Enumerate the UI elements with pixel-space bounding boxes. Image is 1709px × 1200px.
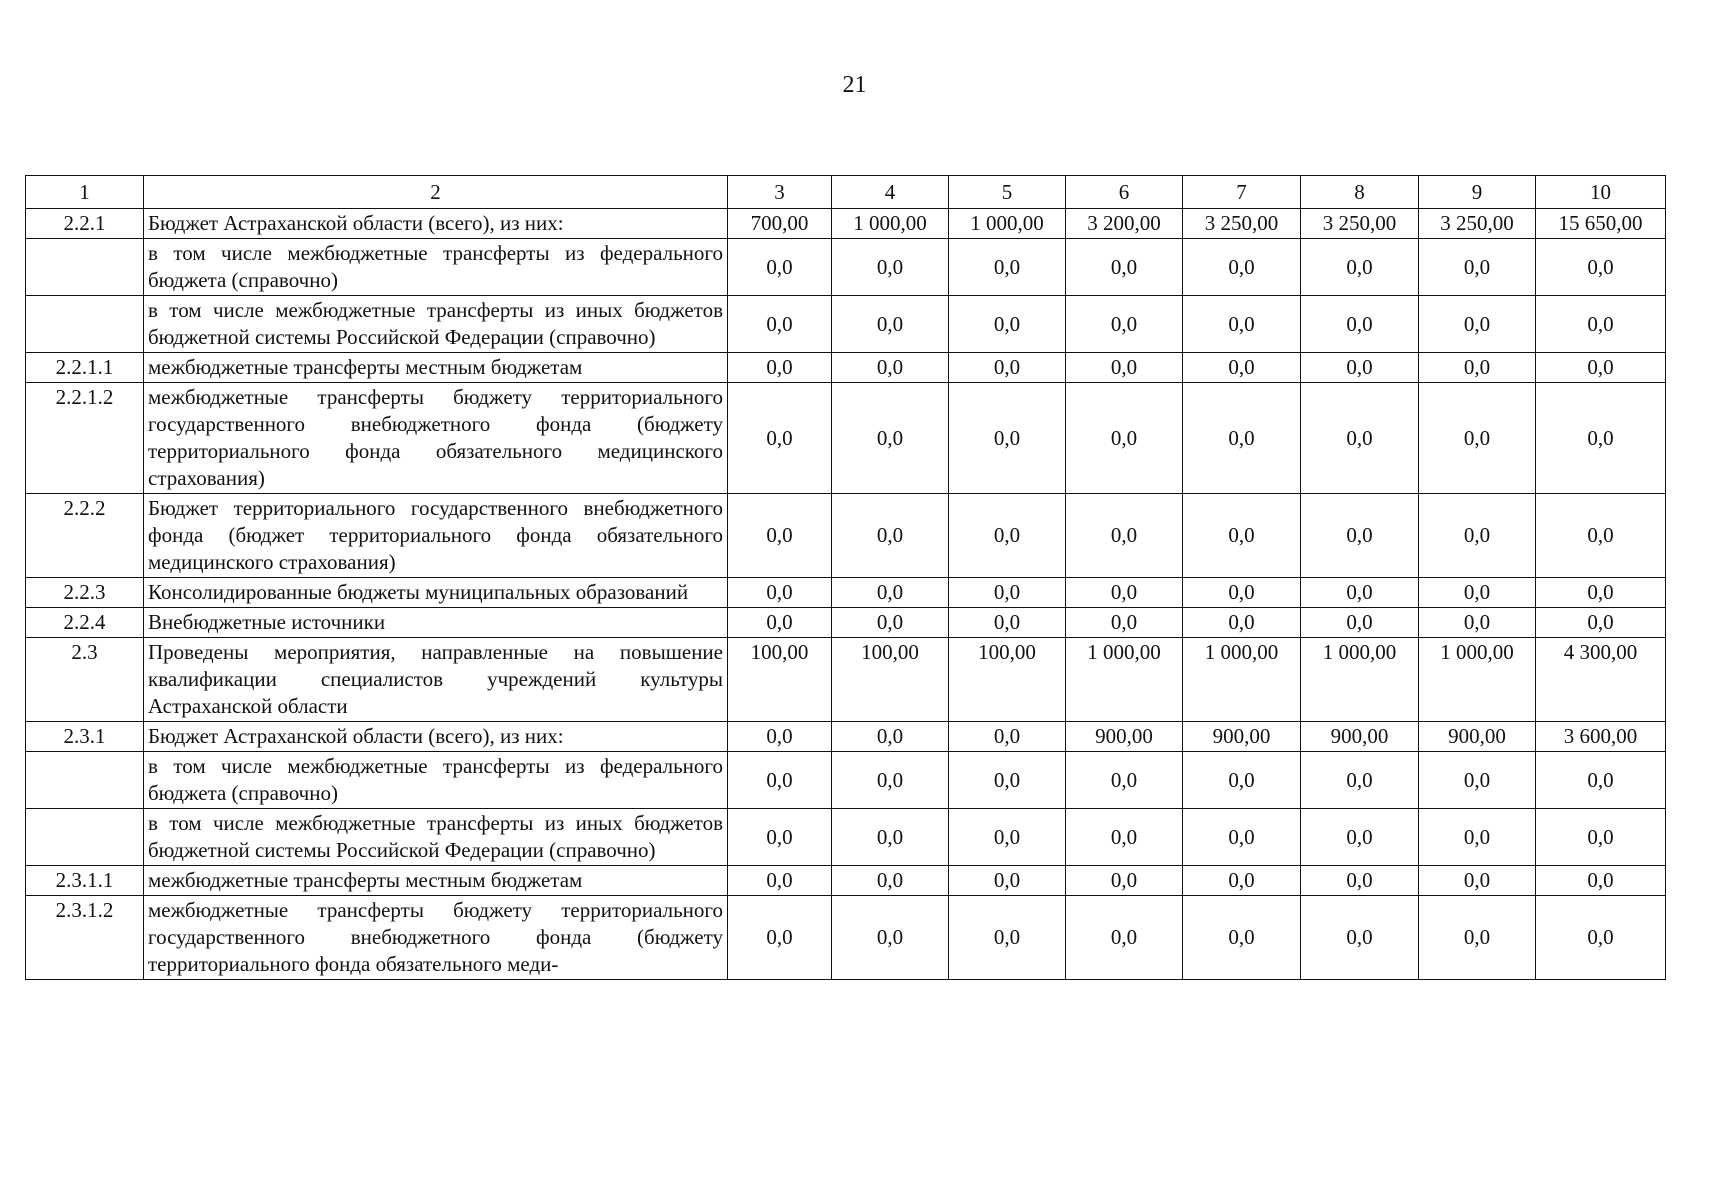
value-cell: 0,0 [1536,578,1666,608]
value-cell: 0,0 [949,578,1066,608]
value-cell: 0,0 [728,383,832,494]
row-code: 2.2.4 [26,608,144,638]
value-cell: 0,0 [1066,494,1183,578]
row-description: Бюджет Астраханской области (всего), из них: [144,209,728,239]
table-row [26,866,1666,896]
value-cell: 0,0 [1066,578,1183,608]
value-cell: 0,0 [1536,239,1666,296]
value-cell: 1 000,00 [1183,638,1301,722]
value-cell: 0,0 [1066,896,1183,980]
value-cell: 0,0 [1066,866,1183,896]
table-row [26,239,1666,296]
value-cell: 0,0 [1536,494,1666,578]
column-header: 6 [1066,176,1183,209]
value-cell: 0,0 [949,752,1066,809]
value-cell: 0,0 [1419,578,1536,608]
column-header: 5 [949,176,1066,209]
row-description: межбюджетные трансферты местным бюджетам [144,866,728,896]
value-cell: 0,0 [1301,896,1419,980]
value-cell: 0,0 [949,722,1066,752]
value-cell: 0,0 [1066,383,1183,494]
value-cell: 0,0 [832,239,949,296]
column-header: 4 [832,176,949,209]
value-cell: 0,0 [1536,866,1666,896]
value-cell: 0,0 [949,608,1066,638]
value-cell: 3 600,00 [1536,722,1666,752]
value-cell: 0,0 [1301,866,1419,896]
row-code [26,296,144,353]
row-code: 2.2.1 [26,209,144,239]
row-code [26,239,144,296]
table-row [26,383,1666,494]
value-cell: 3 200,00 [1066,209,1183,239]
row-description: в том числе межбюджетные трансферты из иных бюджетов бюджетной системы Российской Федерации (справочно) [144,296,728,353]
row-code [26,752,144,809]
row-description: Проведены мероприятия, направленные на повышение квалификации специалистов учреждений культуры Астраханской области [144,638,728,722]
row-description: Консолидированные бюджеты муниципальных образований [144,578,728,608]
value-cell: 0,0 [1183,752,1301,809]
value-cell: 0,0 [832,353,949,383]
value-cell: 0,0 [949,239,1066,296]
value-cell: 0,0 [949,896,1066,980]
table-row [26,296,1666,353]
table-row [26,578,1666,608]
value-cell: 0,0 [1419,494,1536,578]
row-description: в том числе межбюджетные трансферты из федерального бюджета (справочно) [144,239,728,296]
table-row [26,722,1666,752]
value-cell: 0,0 [1301,296,1419,353]
value-cell: 0,0 [1419,353,1536,383]
value-cell: 0,0 [832,383,949,494]
value-cell: 0,0 [1183,296,1301,353]
value-cell: 0,0 [832,752,949,809]
value-cell: 0,0 [1419,809,1536,866]
value-cell: 0,0 [1419,296,1536,353]
row-code: 2.2.2 [26,494,144,578]
value-cell: 0,0 [728,239,832,296]
value-cell: 0,0 [832,296,949,353]
column-header: 1 [26,176,144,209]
table-row [26,494,1666,578]
value-cell: 0,0 [1536,809,1666,866]
row-code: 2.3.1 [26,722,144,752]
value-cell: 0,0 [1301,353,1419,383]
budget-table [25,175,1666,980]
row-description: Внебюджетные источники [144,608,728,638]
column-header: 2 [144,176,728,209]
table-row [26,608,1666,638]
value-cell: 0,0 [832,608,949,638]
value-cell: 100,00 [832,638,949,722]
value-cell: 0,0 [949,866,1066,896]
value-cell: 1 000,00 [1419,638,1536,722]
value-cell: 1 000,00 [949,209,1066,239]
row-code: 2.3.1.1 [26,866,144,896]
value-cell: 3 250,00 [1419,209,1536,239]
value-cell: 0,0 [1419,896,1536,980]
value-cell: 0,0 [1536,896,1666,980]
value-cell: 900,00 [1183,722,1301,752]
value-cell: 0,0 [728,353,832,383]
page-number: 21 [842,72,867,98]
value-cell: 0,0 [1419,608,1536,638]
column-header: 10 [1536,176,1666,209]
value-cell: 0,0 [832,896,949,980]
value-cell: 0,0 [832,494,949,578]
table-row [26,638,1666,722]
value-cell: 0,0 [1419,383,1536,494]
value-cell: 0,0 [1066,809,1183,866]
value-cell: 0,0 [1301,578,1419,608]
value-cell: 0,0 [1066,296,1183,353]
value-cell: 0,0 [832,578,949,608]
value-cell: 0,0 [832,809,949,866]
value-cell: 0,0 [728,494,832,578]
value-cell: 0,0 [728,578,832,608]
value-cell: 0,0 [728,752,832,809]
value-cell: 0,0 [1301,752,1419,809]
row-code [26,809,144,866]
value-cell: 0,0 [1301,383,1419,494]
row-code: 2.2.3 [26,578,144,608]
value-cell: 0,0 [728,896,832,980]
column-header: 7 [1183,176,1301,209]
row-description: межбюджетные трансферты бюджету территориального государственного внебюджетного фонда (бюджету территориального фонда обязательного меди- [144,896,728,980]
value-cell: 900,00 [1419,722,1536,752]
value-cell: 0,0 [1183,383,1301,494]
row-code: 2.2.1.2 [26,383,144,494]
column-header: 3 [728,176,832,209]
value-cell: 0,0 [949,296,1066,353]
value-cell: 0,0 [949,494,1066,578]
value-cell: 0,0 [832,866,949,896]
value-cell: 4 300,00 [1536,638,1666,722]
value-cell: 0,0 [1419,752,1536,809]
value-cell: 0,0 [1066,353,1183,383]
value-cell: 0,0 [728,296,832,353]
value-cell: 900,00 [1066,722,1183,752]
value-cell: 0,0 [1419,239,1536,296]
row-description: межбюджетные трансферты местным бюджетам [144,353,728,383]
value-cell: 0,0 [728,722,832,752]
value-cell: 100,00 [728,638,832,722]
row-description: Бюджет территориального государственного внебюджетного фонда (бюджет территориального фонда обязательного медицинского страхования) [144,494,728,578]
value-cell: 0,0 [1419,866,1536,896]
value-cell: 0,0 [949,383,1066,494]
value-cell: 0,0 [949,353,1066,383]
value-cell: 0,0 [832,722,949,752]
value-cell: 0,0 [1183,239,1301,296]
value-cell: 0,0 [1536,752,1666,809]
row-description: Бюджет Астраханской области (всего), из них: [144,722,728,752]
value-cell: 0,0 [1183,494,1301,578]
value-cell: 0,0 [728,608,832,638]
value-cell: 0,0 [1301,608,1419,638]
value-cell: 0,0 [1183,896,1301,980]
value-cell: 0,0 [1301,809,1419,866]
value-cell: 0,0 [1301,239,1419,296]
column-header: 9 [1419,176,1536,209]
table-row [26,353,1666,383]
value-cell: 3 250,00 [1183,209,1301,239]
value-cell: 0,0 [1536,296,1666,353]
value-cell: 0,0 [728,866,832,896]
value-cell: 0,0 [1301,494,1419,578]
value-cell: 0,0 [1536,353,1666,383]
table-header-row [26,176,1666,209]
value-cell: 0,0 [1183,608,1301,638]
value-cell: 0,0 [1183,809,1301,866]
value-cell: 0,0 [949,809,1066,866]
value-cell: 0,0 [1183,353,1301,383]
value-cell: 0,0 [1536,383,1666,494]
table-row [26,809,1666,866]
row-code: 2.3 [26,638,144,722]
value-cell: 0,0 [1183,866,1301,896]
row-code: 2.2.1.1 [26,353,144,383]
table-row [26,752,1666,809]
value-cell: 1 000,00 [1301,638,1419,722]
row-description: в том числе межбюджетные трансферты из федерального бюджета (справочно) [144,752,728,809]
column-header: 8 [1301,176,1419,209]
table-row [26,896,1666,980]
value-cell: 100,00 [949,638,1066,722]
row-description: в том числе межбюджетные трансферты из иных бюджетов бюджетной системы Российской Федерации (справочно) [144,809,728,866]
table-body [26,209,1666,980]
table-row [26,209,1666,239]
value-cell: 1 000,00 [832,209,949,239]
value-cell: 0,0 [728,809,832,866]
value-cell: 0,0 [1536,608,1666,638]
row-code: 2.3.1.2 [26,896,144,980]
value-cell: 1 000,00 [1066,638,1183,722]
value-cell: 0,0 [1066,608,1183,638]
value-cell: 700,00 [728,209,832,239]
value-cell: 0,0 [1066,239,1183,296]
value-cell: 0,0 [1183,578,1301,608]
value-cell: 3 250,00 [1301,209,1419,239]
value-cell: 900,00 [1301,722,1419,752]
value-cell: 0,0 [1066,752,1183,809]
value-cell: 15 650,00 [1536,209,1666,239]
row-description: межбюджетные трансферты бюджету территориального государственного внебюджетного фонда (бюджету территориального фонда обязательного медицинского страхования) [144,383,728,494]
